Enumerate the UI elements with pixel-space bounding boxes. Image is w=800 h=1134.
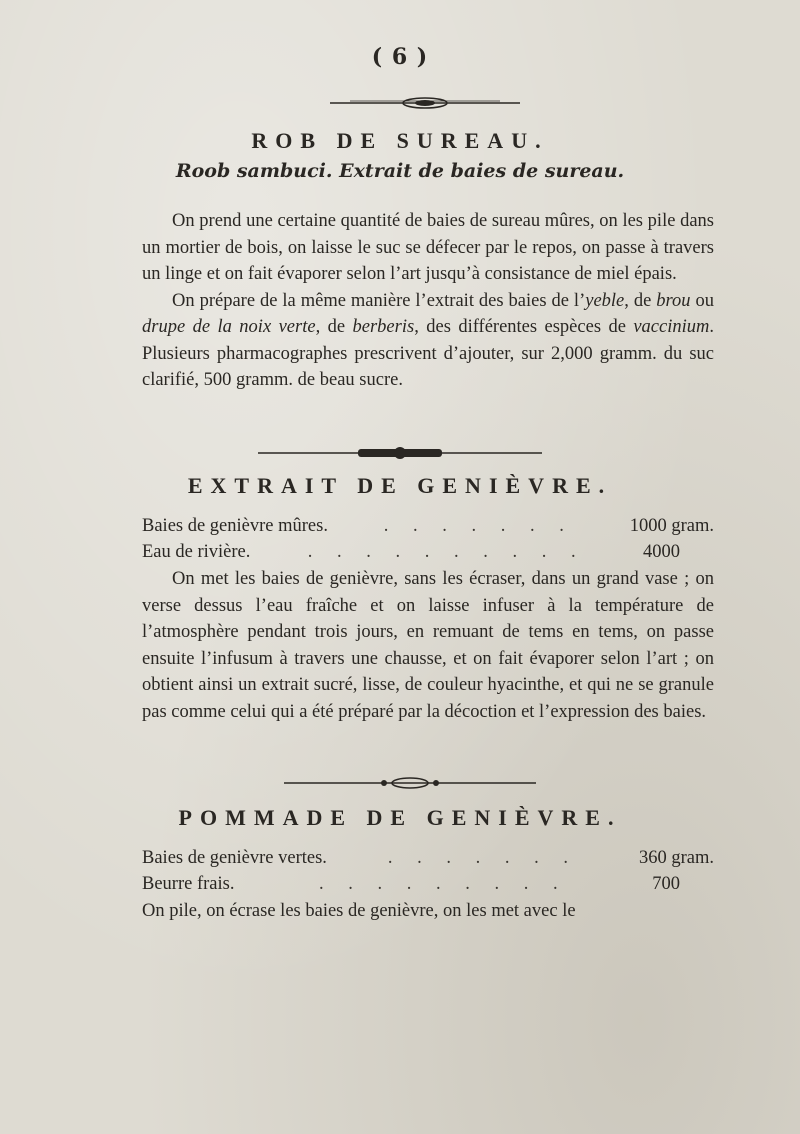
ornament-rule-top	[330, 96, 520, 110]
subtitle-roob-sambuci	[0, 160, 800, 182]
title-pommade-de-genievre: POMMADE DE GENIÈVRE.	[178, 805, 622, 830]
ingredient-row: Beurre frais. . . . . . . . . . 700	[142, 874, 680, 894]
rob-paragraph-1: On prend une certaine quantité de baies de sureau mûres, on les pile dans un mortier de bois, on laisse le suc se défecer par le repos, on passe à travers un linge et on fait évaporer selon l’art jusqu’à consistance de miel épais.	[142, 211, 714, 284]
title-rob-de-sureau: ROB DE SUREAU.	[251, 128, 549, 153]
page-number: ( 6 )	[371, 44, 429, 70]
rob-paragraph-2: On prépare de la même manière l’extrait des baies de l’yeble, de brou ou drupe de la noix verte, de berberis, des différentes espèces de vaccinium. Plusieurs pharmacographes prescrivent d’ajouter, sur 2,000 gramm. du suc clarifié, 500 gramm. de beau sucre.	[142, 290, 715, 390]
rob-paragraphs	[142, 208, 714, 394]
pommade-paragraph-block	[142, 898, 714, 925]
extrait-paragraph-block	[142, 566, 714, 725]
ingredient-row: Baies de genièvre vertes. . . . . . . . 360 gram.	[142, 848, 714, 868]
ornament-rule-2	[258, 446, 542, 460]
ingredient-row: Eau de rivière. . . . . . . . . . . 4000	[142, 542, 680, 562]
extrait-paragraph: On met les baies de genièvre, sans les écraser, dans un grand vase ; on verse dessus l’eau fraîche et on laisse infuser à la température de l’atmosphère pendant trois jours, en remuant de tems en tems, on passe ensuite l’infusum à travers une chausse, et on fait évaporer selon l’art ; on obtient ainsi un extrait sucré, lisse, de couleur hyacinthe, et qui ne se granule pas comme celui qui a été préparé par la décoction et l’expression des baies.	[142, 569, 714, 722]
ornament-rule-3	[284, 776, 536, 790]
title-extrait-de-genievre: EXTRAIT DE GENIÈVRE.	[187, 473, 613, 498]
ingredient-row: Baies de genièvre mûres. . . . . . . . 1000 gram.	[142, 516, 714, 536]
pommade-paragraph: On pile, on écrase les baies de genièvre, on les met avec le	[142, 901, 576, 921]
subtitle-description: Extrait de baies de sureau.	[339, 160, 625, 182]
latin-name: Roob sambuci.	[175, 160, 333, 182]
